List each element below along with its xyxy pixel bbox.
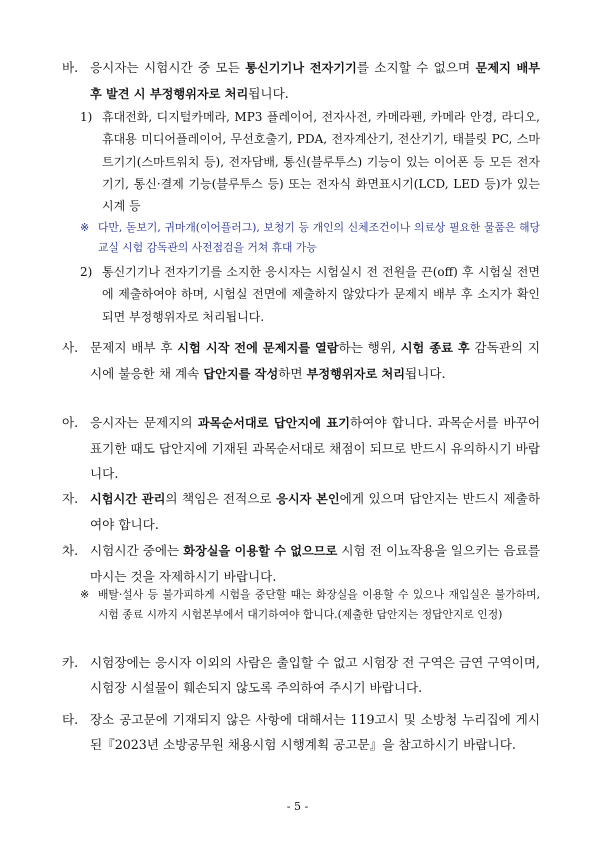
section-ba-item-2: [80, 261, 540, 328]
section-sa: [62, 335, 540, 387]
section-ja: [62, 486, 540, 537]
section-text: 시험시간 관리의 책임은 전적으로 응시자 본인에게 있으며 답안지는 반드시 제출하여야 합니다.: [90, 491, 540, 532]
section-cha-note: [80, 585, 540, 625]
item-text: 통신기기나 전자기기를 소지한 응시자는 시험실시 전 전원을 끈(off) 후 시험실 전면에 제출하여야 하며, 시험실 전면에 제출하지 않았다가 문제지 배부 후 소지가 확인되면 부정행위자로 처리됩니다.: [102, 265, 540, 324]
section-ba-note: [80, 218, 540, 258]
section-cha: [62, 538, 540, 589]
section-ta: [62, 707, 540, 757]
item-text: 휴대전화, 디지털카메라, MP3 플레이어, 전자사전, 카메라펜, 카메라 안경, 라디오, 휴대용 미디어플레이어, 무선호출기, PDA, 전자계산기, 전산기기, 태블릿 PC, 스마트기기(스마트워치 등), 전자담배, 통신(블루투스) 기능이 있는 이어폰 등 모든 전자기기, 통신·결제 기능(블루투스 등) 또는 전자식 화면표시기(LCD, LED 등)가 있는 시계 등: [102, 110, 540, 214]
section-ba: [62, 55, 540, 107]
section-marker: 아.: [62, 415, 79, 430]
note-text: 배탈·설사 등 불가피하게 시험을 중단할 때는 화장실을 이용할 수 있으나 재입실은 불가하며, 시험 종료 시까지 시험본부에서 대기하여야 합니다.(제출한 답안지는 정답안지로 인정): [98, 588, 540, 621]
section-text: 장소 공고문에 기재되지 않은 사항에 대해서는 119고시 및 소방청 누리집에 게시된『2023년 소방공무원 채용시험 시행계획 공고문』을 참고하시기 바랍니다.: [90, 712, 540, 752]
section-a: [62, 410, 540, 486]
section-marker: 타.: [62, 712, 79, 727]
section-text: 시험장에는 응시자 이외의 사람은 출입할 수 없고 시험장 전 구역은 금연 구역이며, 시험장 시설물이 훼손되지 않도록 주의하여 주시기 바랍니다.: [90, 655, 540, 695]
item-marker: 1): [80, 110, 93, 124]
section-marker: 차.: [62, 543, 79, 558]
page-number: - 5 -: [286, 800, 309, 813]
section-text: 응시자는 시험시간 중 모든 통신기기나 전자기기를 소지할 수 없으며 문제지 배부 후 발견 시 부정행위자로 처리됩니다.: [90, 60, 541, 101]
section-marker: 바.: [62, 60, 79, 75]
note-text: 다만, 돋보기, 귀마개(이어플러그), 보청기 등 개인의 신체조건이나 의료상 필요한 물품은 해당 교실 시험 감독관의 사전점검을 거쳐 휴대 가능: [98, 221, 540, 254]
section-ka: [62, 650, 540, 700]
note-marker: ※: [80, 588, 90, 601]
section-text: 시험시간 중에는 화장실을 이용할 수 없으므로 시험 전 이뇨작용을 일으키는 음료를 마시는 것을 자제하시기 바랍니다.: [90, 543, 540, 584]
item-marker: 2): [80, 265, 93, 279]
section-marker: 자.: [62, 491, 79, 506]
section-text: 응시자는 문제지의 과목순서대로 답안지에 표기하여야 합니다. 과목순서를 바꾸어 표기한 때도 답안지에 기재된 과목순서대로 채점이 되므로 반드시 유의하시기 바랍니다.: [90, 415, 540, 481]
section-ba-item-1: [80, 106, 540, 217]
note-marker: ※: [80, 221, 90, 234]
section-text: 문제지 배부 후 시험 시작 전에 문제지를 열람하는 행위, 시험 종료 후 감독관의 지시에 불응한 채 계속 답안지를 작성하면 부정행위자로 처리됩니다.: [90, 340, 541, 381]
section-marker: 카.: [62, 655, 79, 670]
section-marker: 사.: [62, 340, 79, 355]
